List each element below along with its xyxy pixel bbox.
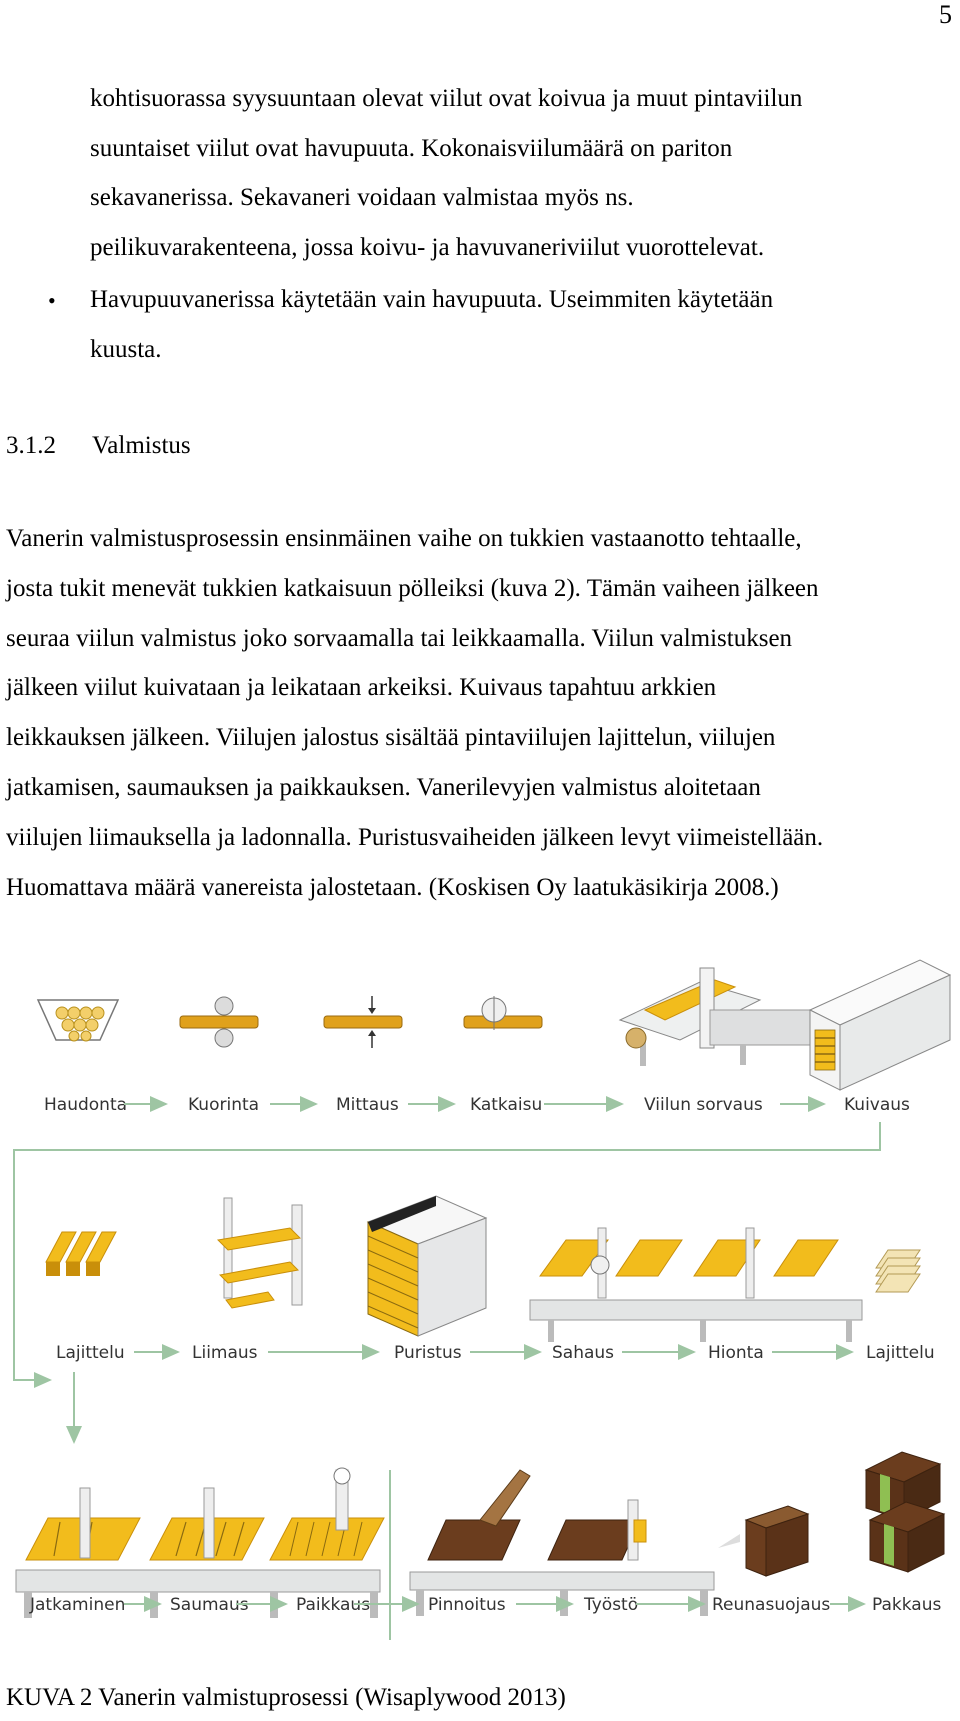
- intro-line: suuntaiset viilut ovat havupuuta. Kokonaisviilumäärä on pariton: [90, 134, 733, 162]
- step-label: Mittaus: [336, 1095, 399, 1115]
- step-label: Paikkaus: [296, 1595, 371, 1615]
- patching-illustration: [270, 1468, 384, 1560]
- body-line: Vanerin valmistusprosessin ensinmäinen vaihe on tukkien vastaanotto tehtaalle,: [6, 525, 802, 552]
- dryer-illustration: [810, 960, 950, 1090]
- body-line: Huomattava määrä vanereista jalostetaan. (Koskisen Oy laatukäsikirja 2008.): [6, 873, 779, 901]
- crosscutting-illustration: [464, 996, 542, 1030]
- jointing-illustration: [26, 1488, 140, 1560]
- step-label: Haudonta: [44, 1095, 128, 1115]
- page-number: 5: [939, 0, 952, 29]
- step-label: Hionta: [708, 1343, 764, 1363]
- step-label: Saumaus: [170, 1595, 249, 1615]
- step-label: Pakkaus: [872, 1595, 942, 1615]
- section-title: Valmistus: [92, 432, 191, 459]
- bullet-line: kuusta.: [90, 335, 162, 363]
- step-label: Työstö: [584, 1595, 639, 1615]
- body-line: leikkauksen jälkeen. Viilujen jalostus sisältää pintaviilujen lajittelun, viilujen: [6, 724, 776, 752]
- body-line: josta tukit menevät tukkien katkaisuun pölleiksi (kuva 2). Tämän vaiheen jälkeen: [6, 574, 819, 602]
- body-line: jatkamisen, saumauksen ja paikkauksen. Vanerilevyjen valmistus aloitetaan: [6, 773, 761, 801]
- step-label: Sahaus: [552, 1343, 615, 1363]
- press-illustration: [368, 1196, 486, 1336]
- measuring-illustration: [324, 996, 402, 1048]
- body-line: seuraa viilun valmistus joko sorvaamalla tai leikkaamalla. Viilun valmistuksen: [6, 624, 793, 652]
- bullet-icon: •: [48, 288, 56, 313]
- intro-line: peilikuvarakenteena, jossa koivu- ja havuvaneriviilut vuorottelevat.: [90, 233, 765, 261]
- intro-line: kohtisuorassa syysuuntaan olevat viilut ovat koivua ja muut pintaviilun: [90, 85, 803, 112]
- step-label: Kuivaus: [844, 1095, 910, 1115]
- soaking-vat-illustration: [38, 1000, 118, 1041]
- bullet-line: Havupuuvanerissa käytetään vain havupuuta. Useimmiten käytetään: [90, 286, 774, 313]
- step-label: Lajittelu: [56, 1343, 125, 1363]
- body-line: viilujen liimauksella ja ladonnalla. Puristusvaiheiden jälkeen levyt viimeistellään.: [6, 823, 824, 851]
- step-label: Jatkaminen: [30, 1595, 126, 1615]
- step-label: Liimaus: [192, 1343, 258, 1363]
- sorting-illustration: [46, 1232, 116, 1276]
- edge-sealing-illustration: [718, 1506, 808, 1576]
- step-label: Pinnoitus: [428, 1595, 506, 1615]
- step-label: Viilun sorvaus: [644, 1095, 763, 1115]
- step-label: Katkaisu: [470, 1095, 543, 1115]
- step-label: Lajittelu: [866, 1343, 935, 1363]
- stacked-sheets-illustration: [876, 1250, 920, 1292]
- debarking-illustration: [180, 997, 258, 1047]
- step-label: Reunasuojaus: [712, 1595, 831, 1615]
- step-label: Puristus: [394, 1343, 462, 1363]
- figure-caption: KUVA 2 Vanerin valmistuprosessi (Wisaplywood 2013): [6, 1684, 566, 1711]
- intro-line: sekavanerissa. Sekavaneri voidaan valmistaa myös ns.: [90, 184, 634, 211]
- body-line: jälkeen viilut kuivataan ja leikataan arkeiksi. Kuivaus tapahtuu arkkien: [6, 674, 717, 702]
- gluing-illustration: [218, 1198, 302, 1308]
- packaging-illustration: [866, 1452, 944, 1572]
- seaming-illustration: [150, 1488, 264, 1560]
- section-number: 3.1.2: [6, 432, 56, 459]
- step-label: Kuorinta: [188, 1095, 260, 1115]
- sawing-sanding-line-illustration: [530, 1228, 862, 1342]
